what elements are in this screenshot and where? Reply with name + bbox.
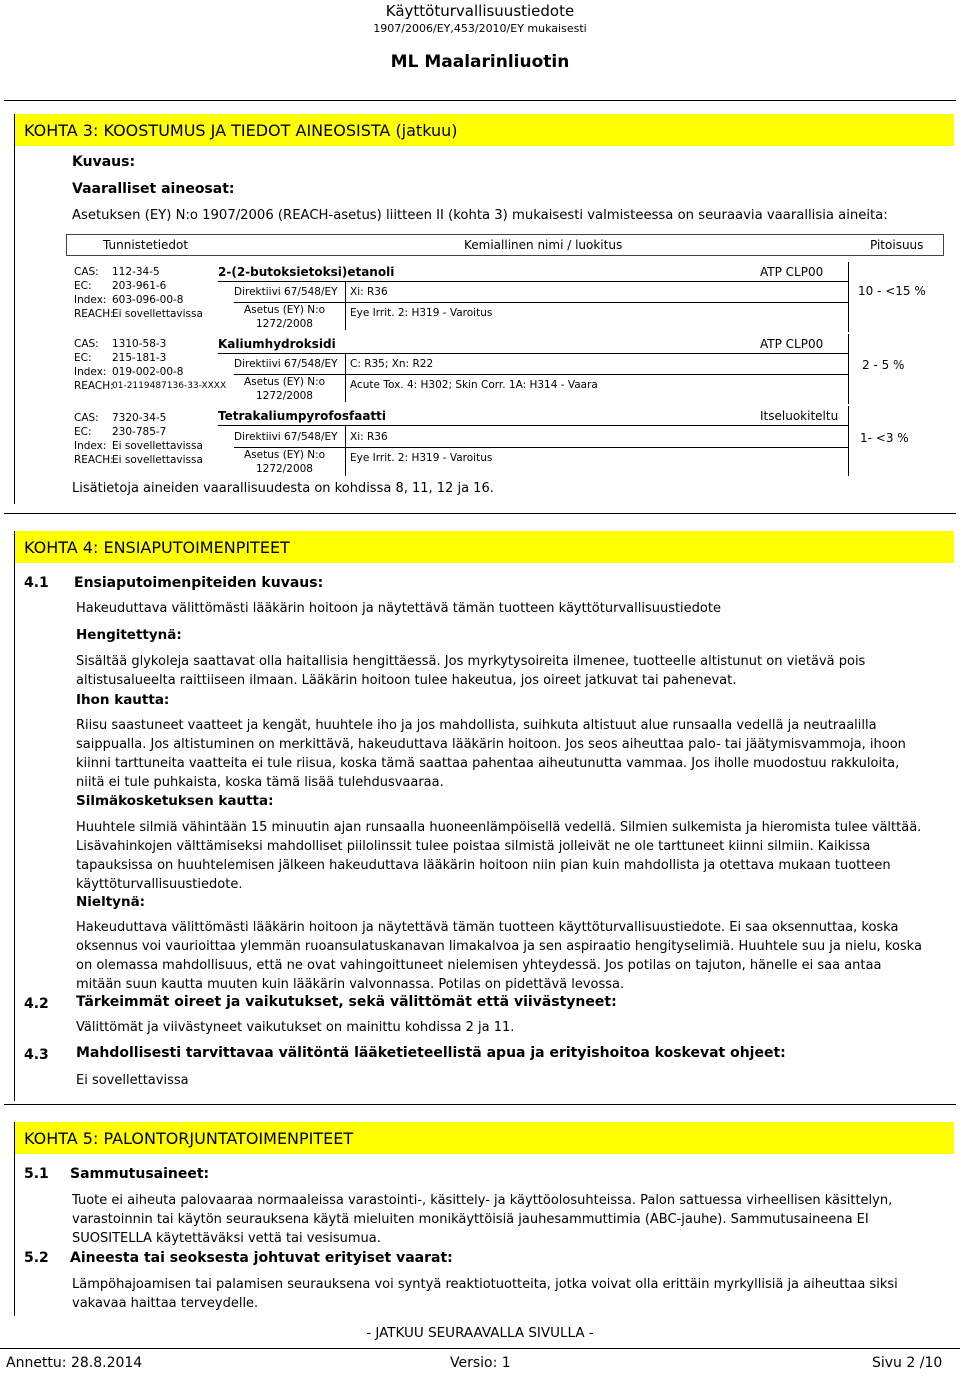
cas-label: CAS: xyxy=(74,266,99,278)
regulation-classification: Acute Tox. 4: H302; Skin Corr. 1A: H314 - Vaara xyxy=(350,379,598,391)
directive-label: Direktiivi 67/548/EY xyxy=(234,358,338,370)
substance-name-underline xyxy=(218,353,848,354)
conc-divider xyxy=(848,406,849,476)
issue-date: Annettu: 28.8.2014 xyxy=(6,1355,143,1371)
directive-underline xyxy=(234,302,848,303)
subsection-title: Mahdollisesti tarvittavaa välitöntä lääketieteellistä apua ja erityishoitoa koskevat ohjeet: xyxy=(76,1045,786,1061)
ec-number: 230-785-7 xyxy=(112,426,167,438)
subsection-title: Aineesta tai seoksesta johtuvat erityiset vaarat: xyxy=(70,1250,453,1266)
reach-label: REACH: xyxy=(74,308,114,320)
concentration: 10 - <15 % xyxy=(858,284,926,298)
page-number: Sivu 2 /10 xyxy=(872,1355,943,1371)
ec-number: 215-181-3 xyxy=(112,352,167,364)
cas-number: 7320-34-5 xyxy=(112,412,167,424)
special-hazards-text: Lämpöhajoamisen tai palamisen seurauksena voi syntyä reaktiotuotteita, jotka voivat olla erittäin myrkyllisiä ja aiheuttaa siksi vakavaa haittaa terveydelle. xyxy=(72,1277,898,1311)
atp-classification: Itseluokiteltu xyxy=(760,409,839,423)
regulation-label-1: Asetus (EY) N:o xyxy=(244,449,326,461)
index-label: Index: xyxy=(74,366,107,378)
atp-classification: ATP CLP00 xyxy=(760,337,824,351)
directive-classification: Xi: R36 xyxy=(350,431,388,443)
substance-name-underline xyxy=(218,425,848,426)
cas-label: CAS: xyxy=(74,412,99,424)
reach-number: Ei sovellettavissa xyxy=(112,454,203,466)
atp-classification: ATP CLP00 xyxy=(760,265,824,279)
regulation-label-2: 1272/2008 xyxy=(256,463,313,475)
eye-contact-heading: Silmäkosketuksen kautta: xyxy=(76,793,274,809)
regulation-label-1: Asetus (EY) N:o xyxy=(244,376,326,388)
conc-divider xyxy=(848,262,849,332)
eye-contact-text: Huuhtele silmiä vähintään 15 minuutin ajan runsaalla huoneenlämpöisellä vedellä. Silmien sulkemista ja hieromista tulee välttää. Lisävahinkojen välttämiseksi mahdolliset piilolinssit tulee poistaa silmistä jolleivät ne ole tarttuneet kiinni silmiin. Kaikissa tapauksissa on huuhtelemisen jälkeen hakeuduttava lääkärin hoitoon niin pian kuin mahdollista ja otettava mukaan tuotteen käyttöturvallisuustiedote. xyxy=(76,820,922,892)
version: Versio: 1 xyxy=(450,1355,511,1371)
substance-name-underline xyxy=(218,281,848,282)
section-5-left-border xyxy=(14,1122,15,1316)
ec-label: EC: xyxy=(74,426,92,438)
subsection-number: 4.1 xyxy=(24,575,49,591)
index-number: 603-096-00-8 xyxy=(112,294,184,306)
conc-divider xyxy=(848,334,849,404)
document-title: Käyttöturvallisuustiedote xyxy=(385,2,575,20)
regulation-reference: 1907/2006/EY,453/2010/EY mukaisesti xyxy=(373,22,587,35)
medical-attention-text: Ei sovellettavissa xyxy=(76,1073,189,1088)
regulation-classification: Eye Irrit. 2: H319 - Varoitus xyxy=(350,452,493,464)
concentration: 2 - 5 % xyxy=(862,358,905,372)
ec-label: EC: xyxy=(74,280,92,292)
skin-contact-text: Riisu saastuneet vaatteet ja kengät, huuhtele iho ja jos mahdollista, suihkuta altistuut alue runsaalla vedellä ja neutraalilla saippualla. Jos altistuminen on merkittävä, hakeuduttava lääkärin hoitoon. Jos seos aiheuttaa palo- tai jäätymisvammoja, ihoon kiinni tarttuneita vaatteita ei tule riisua, koska tämä saattaa pahentaa aiheutunutta vammaa. Jos iholle muodostuu rakkuloita, niitä ei tule puhkaista, koska tämä lisää tulehdusvaaraa. xyxy=(76,718,906,790)
index-label: Index: xyxy=(74,440,107,452)
directive-underline xyxy=(234,447,848,448)
product-name: ML Maalarinliuotin xyxy=(390,52,570,72)
subsection-title: Tärkeimmät oireet ja vaikutukset, sekä välittömät että viivästyneet: xyxy=(76,994,617,1010)
skin-contact-heading: Ihon kautta: xyxy=(76,692,170,708)
class-divider xyxy=(345,354,346,402)
substance-name: Kaliumhydroksidi xyxy=(218,337,336,351)
cas-label: CAS: xyxy=(74,338,99,350)
ec-label: EC: xyxy=(74,352,92,364)
index-label: Index: xyxy=(74,294,107,306)
extinguishing-media-text: Tuote ei aiheuta palovaaraa normaaleissa varastointi-, käsittely- ja käyttöolosuhteissa. Palon sattuessa virheellisen käsittelyn, varastoinnin tai käytön seurauksena käytä mieluiten monikäyttöisiä jauhesammuttimia (ABC-jauhe). Sammutusaineena EI SUOSITELLA käytettäväksi vettä tai vesisumua. xyxy=(72,1193,893,1246)
ingestion-heading: Nieltynä: xyxy=(76,894,146,910)
regulation-label-2: 1272/2008 xyxy=(256,318,313,330)
cas-number: 112-34-5 xyxy=(112,266,160,278)
directive-underline xyxy=(234,374,848,375)
footer-divider xyxy=(0,1348,960,1349)
regulation-label-2: 1272/2008 xyxy=(256,390,313,402)
regulation-classification: Eye Irrit. 2: H319 - Varoitus xyxy=(350,307,493,319)
kuvaus-label: Kuvaus: xyxy=(72,154,136,170)
symptoms-text: Välittömät ja viivästyneet vaikutukset on mainittu kohdissa 2 ja 11. xyxy=(76,1020,515,1035)
first-aid-intro: Hakeuduttava välittömästi lääkärin hoitoon ja näytettävä tämän tuotteen käyttöturvallisuustiedote xyxy=(76,601,721,616)
inhalation-text: Sisältää glykoleja saattavat olla haitallisia hengittäessä. Jos myrkytysoireita ilmenee, tuotteelle altistunut on vietävä pois altistusalueelta raittiiseen ilmaan. Lääkärin hoitoon tulee hakeutua, jos oireet jatkuvat tai pahenevat. xyxy=(76,654,866,688)
section-divider xyxy=(4,513,956,514)
directive-label: Direktiivi 67/548/EY xyxy=(234,286,338,298)
inhalation-heading: Hengitettynä: xyxy=(76,627,182,643)
continuation-note: - JATKUU SEURAAVALLA SIVULLA - xyxy=(366,1325,594,1341)
subsection-number: 5.1 xyxy=(24,1166,49,1182)
ec-number: 203-961-6 xyxy=(112,280,167,292)
directive-label: Direktiivi 67/548/EY xyxy=(234,431,338,443)
index-number: Ei sovellettavissa xyxy=(112,440,203,452)
directive-classification: C: R35; Xn: R22 xyxy=(350,358,434,370)
hazardous-components-label: Vaaralliset aineosat: xyxy=(72,181,235,197)
substance-name: 2-(2-butoksietoksi)etanoli xyxy=(218,265,395,279)
directive-classification: Xi: R36 xyxy=(350,286,388,298)
reach-intro: Asetuksen (EY) N:o 1907/2006 (REACH-asetus) liitteen II (kohta 3) mukaisesti valmisteessa on seuraavia vaarallisia aineita: xyxy=(72,208,888,223)
index-number: 019-002-00-8 xyxy=(112,366,184,378)
class-divider xyxy=(345,282,346,330)
class-divider xyxy=(345,426,346,476)
regulation-label-1: Asetus (EY) N:o xyxy=(244,304,326,316)
subsection-title: Sammutusaineet: xyxy=(70,1166,210,1182)
concentration: 1- <3 % xyxy=(860,431,909,445)
section-3-left-border xyxy=(14,114,15,504)
reach-number: Ei sovellettavissa xyxy=(112,308,203,320)
cas-number: 1310-58-3 xyxy=(112,338,167,350)
section-divider xyxy=(4,1104,956,1105)
reach-label: REACH: xyxy=(74,454,114,466)
column-header-concentration: Pitoisuus xyxy=(870,238,924,252)
additional-info-note: Lisätietoja aineiden vaarallisuudesta on kohdissa 8, 11, 12 ja 16. xyxy=(72,481,494,496)
section-3-title: KOHTA 3: KOOSTUMUS JA TIEDOT AINEOSISTA (jatkuu) xyxy=(24,121,458,140)
subsection-number: 5.2 xyxy=(24,1250,49,1266)
section-4-title: KOHTA 4: ENSIAPUTOIMENPITEET xyxy=(24,538,290,557)
section-5-title: KOHTA 5: PALONTORJUNTATOIMENPITEET xyxy=(24,1129,354,1148)
substance-name: Tetrakaliumpyrofosfaatti xyxy=(218,409,387,423)
subsection-number: 4.3 xyxy=(24,1047,49,1063)
subsection-title: Ensiaputoimenpiteiden kuvaus: xyxy=(74,575,324,591)
header-divider xyxy=(4,100,956,101)
column-header-chemical-name: Kemiallinen nimi / luokitus xyxy=(464,238,623,252)
reach-number: 01-2119487136-33-XXXX xyxy=(112,381,227,391)
column-header-identifiers: Tunnistetiedot xyxy=(103,238,189,252)
reach-label: REACH: xyxy=(74,380,114,392)
subsection-number: 4.2 xyxy=(24,996,49,1012)
section-4-left-border xyxy=(14,531,15,1101)
ingestion-text: Hakeuduttava välittömästi lääkärin hoitoon ja näytettävä tämän tuotteen käyttöturvallisuustiedote. Ei saa oksennuttaa, koska oksennus voi vaurioittaa ylemmän ruoansulatuskanavan limakalvoa ja sen aspiraatio hengityselimiä. Huuhtele suu ja nielu, koska on olemassa mahdollisuus, että ne ovat vahingoittuneet nielemisen yhteydessä. Jos potilas on tajuton, hänelle ei saa antaa mitään suun kautta muuten kuin lääkärin valvonnassa. Potilas on pidettävä levossa. xyxy=(76,920,922,992)
